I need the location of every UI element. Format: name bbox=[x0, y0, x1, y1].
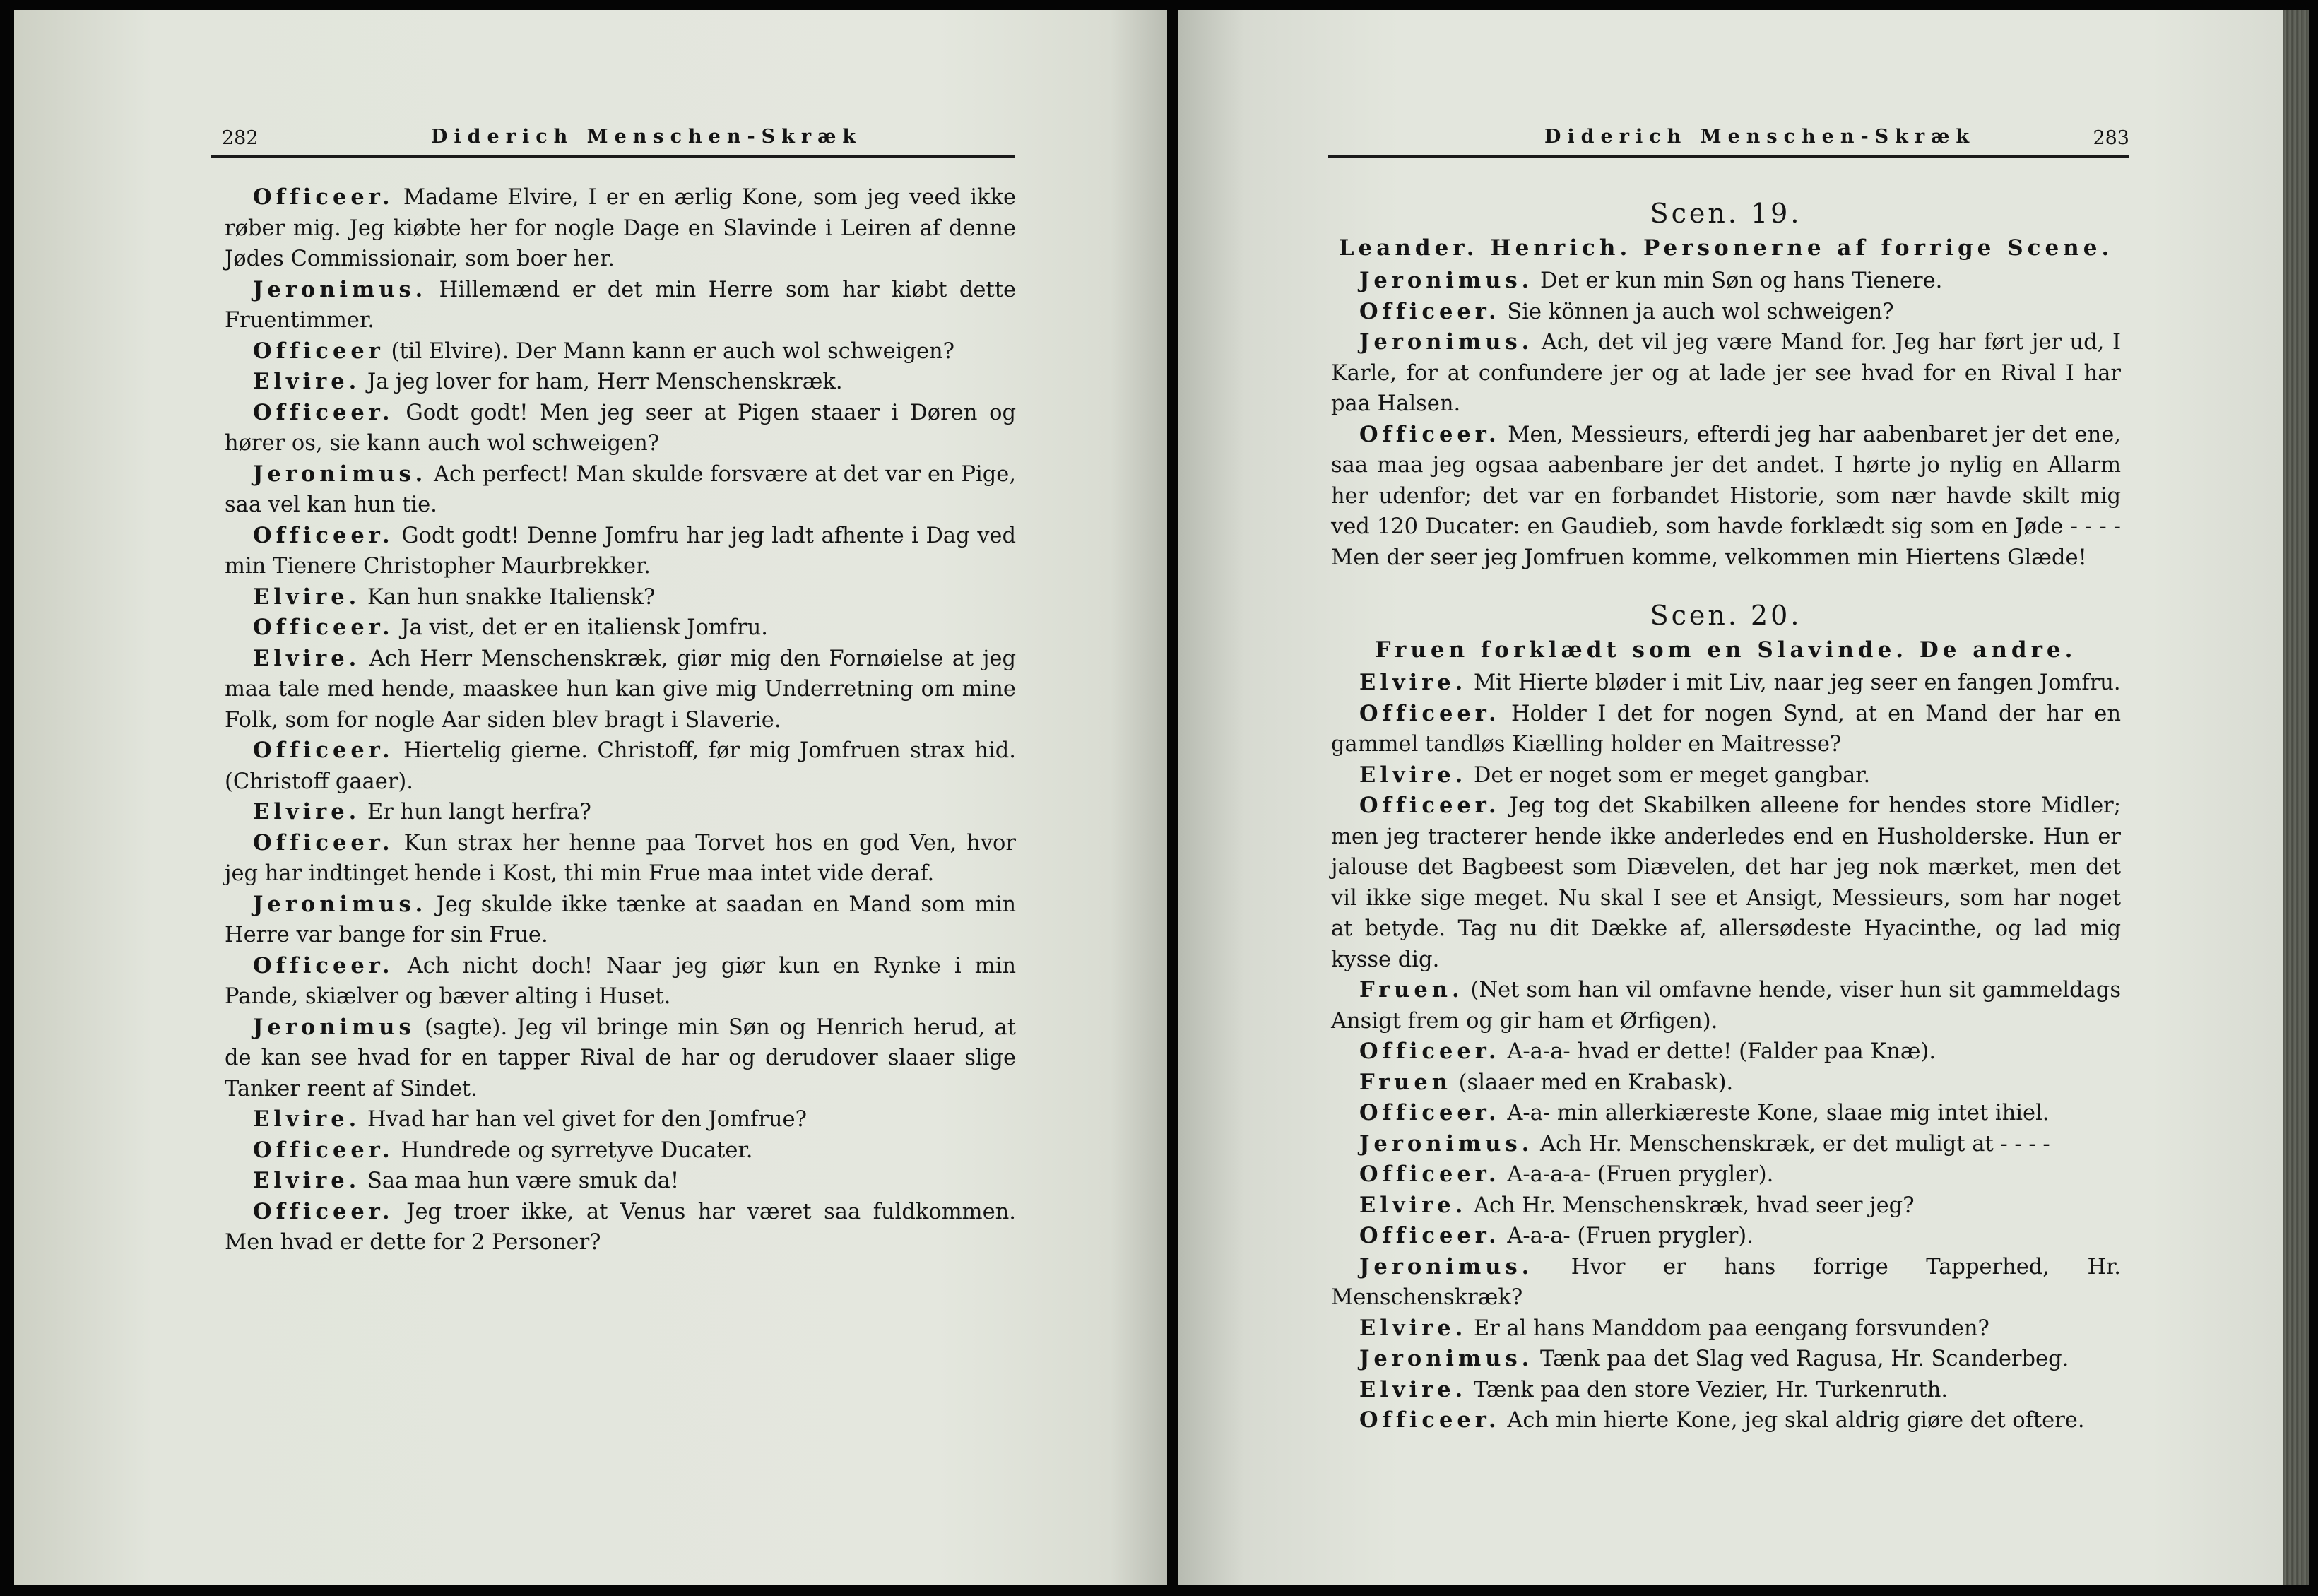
dialogue-line bbox=[1331, 266, 2121, 297]
scene-cast-list: Fruen forklædt som en Slavinde. De andre. bbox=[1375, 637, 2077, 663]
speaker-name: Officeer. bbox=[253, 615, 394, 640]
dialogue-text: Kan hun snakke Italiensk? bbox=[360, 584, 656, 610]
running-head-title: Diderich Menschen-Skræk bbox=[431, 126, 863, 148]
page-number: 282 bbox=[222, 127, 259, 149]
speaker-name: Elvire. bbox=[253, 369, 361, 394]
dialogue-text: (Net som han vil omfavne hende, viser hun sit gammeldags Ansigt frem og gir ham et Ørfigen). bbox=[1331, 978, 2121, 1034]
dialogue-line bbox=[225, 459, 1016, 521]
dialogue-text: Saa maa hun være smuk da! bbox=[360, 1169, 680, 1193]
dialogue-text: Jeg tog det Skabilken alleene for hendes store Midler; men jeg tracterer hende ikke anderledes end en Husholderske. Hun er jalouse det Bagbeest som Diævelen, det har jeg nok mærket, men det vil ikke sige meget. Nu skal I see et Ansigt, Messieurs, som har noget at betyde. Tag nu dit Dække af, allersødeste Hyacinthe, og lad mig kysse dig. bbox=[1331, 793, 2121, 972]
dialogue-line bbox=[225, 613, 1016, 644]
dialogue-text: Jeg troer ikke, at Venus har været saa fuldkommen. Men hvad er dette for 2 Personer? bbox=[225, 1199, 1016, 1255]
speaker-name: Elvire. bbox=[253, 584, 361, 610]
dialogue-text: Men, Messieurs, efterdi jeg har aabenbaret jer det ene, saa maa jeg ogsaa aabenbare jer det andet. I hørte jo nylig en Allarm her udenfor; det var en forbandet Historie, som nær havde skilt mig ved 120 Ducater: en Gaudieb, som havde forklædt sig som en Jøde - - - - Men der seer jeg Jomfruen komme, velkommen min Hiertens Glæde! bbox=[1331, 422, 2121, 570]
speaker-name: Jeronimus. bbox=[1359, 1346, 1534, 1371]
dialogue-line bbox=[1331, 699, 2121, 760]
speaker-name: Elvire. bbox=[1359, 1376, 1467, 1402]
dialogue-line bbox=[1331, 1190, 2121, 1222]
dialogue-line bbox=[1331, 1129, 2121, 1160]
dialogue-text: Er hun langt herfra? bbox=[360, 800, 591, 824]
speaker-name: Officeer. bbox=[1359, 421, 1501, 447]
dialogue-text: Kun strax her henne paa Torvet hos en god Ven, hvor jeg har indtinget hende i Kost, thi min Frue maa intet vide deraf. bbox=[225, 830, 1016, 886]
dialogue-text: Jeg skulde ikke tænke at saadan en Mand som min Herre var bange for sin Frue. bbox=[225, 892, 1016, 947]
dialogue-text: Ach min hierte Kone, jeg skal aldrig giøre det oftere. bbox=[1500, 1408, 2085, 1433]
right-text-block bbox=[1331, 195, 2121, 1436]
speaker-name: Officeer. bbox=[253, 1198, 394, 1224]
dialogue-line bbox=[1331, 668, 2121, 699]
dialogue-line bbox=[1331, 1405, 2121, 1436]
dialogue-text: Er al hans Manddom paa eengang forsvunden? bbox=[1467, 1316, 1989, 1341]
speaker-name: Officeer. bbox=[253, 399, 394, 425]
dialogue-text: A-a-a- (Fruen prygler). bbox=[1500, 1224, 1754, 1248]
speaker-name: Officeer. bbox=[253, 952, 394, 979]
speaker-name: Jeronimus. bbox=[253, 276, 427, 302]
running-head bbox=[211, 123, 1015, 158]
dialogue-line bbox=[1331, 420, 2121, 574]
speaker-name: Officeer bbox=[253, 338, 384, 364]
speaker-name: Fruen bbox=[1359, 1069, 1452, 1095]
dialogue-text: Hiertelig gierne. Christoff, før mig Jomfruen strax hid. (Christoff gaaer). bbox=[225, 738, 1016, 794]
dialogue-line bbox=[225, 644, 1016, 736]
speaker-name: Officeer. bbox=[253, 829, 394, 856]
dialogue-text: Holder I det for nogen Synd, at en Mand der har en gammel tandløs Kiælling holder en Maitresse? bbox=[1331, 701, 2121, 757]
dialogue-line bbox=[1331, 1344, 2121, 1375]
dialogue-text: Hillemænd er det min Herre som har kiøbt dette Fruentimmer. bbox=[225, 277, 1016, 333]
dialogue-text: Tænk paa det Slag ved Ragusa, Hr. Scanderbeg. bbox=[1533, 1347, 2069, 1371]
dialogue-line bbox=[225, 1012, 1016, 1105]
scene-20-dialogue bbox=[1331, 668, 2121, 1436]
dialogue-text: Ja vist, det er en italiensk Jomfru. bbox=[394, 615, 768, 640]
speaker-name: Officeer. bbox=[1359, 1407, 1501, 1433]
dialogue-text: Godt godt! Denne Jomfru har jeg ladt afhente i Dag ved min Tienere Christopher Maurbrekker. bbox=[225, 523, 1016, 579]
dialogue-text: Mit Hierte bløder i mit Liv, naar jeg seer en fangen Jomfru. bbox=[1467, 670, 2121, 695]
speaker-name: Elvire. bbox=[253, 645, 361, 671]
speaker-name: Officeer. bbox=[1359, 1100, 1501, 1125]
speaker-name: Elvire. bbox=[1359, 670, 1467, 695]
dialogue-line bbox=[1331, 1313, 2121, 1344]
dialogue-text: Hvad har han vel givet for den Jomfrue? bbox=[360, 1107, 807, 1132]
dialogue-line bbox=[225, 1197, 1016, 1258]
dialogue-line bbox=[1331, 1036, 2121, 1068]
dialogue-line bbox=[225, 1104, 1016, 1135]
dialogue-line bbox=[1331, 791, 2121, 975]
speaker-name: Elvire. bbox=[253, 799, 361, 824]
scene-19-dialogue bbox=[1331, 266, 2121, 573]
dialogue-text: Det er noget som er meget gangbar. bbox=[1467, 762, 1871, 788]
dialogue-text: Ach Hr. Menschenskræk, er det muligt at - - - - bbox=[1533, 1131, 2050, 1157]
dialogue-line bbox=[225, 797, 1016, 828]
running-head bbox=[1328, 123, 2129, 158]
dialogue-line bbox=[1331, 1068, 2121, 1099]
dialogue-text: Ach perfect! Man skulde forsvære at det var en Pige, saa vel kan hun tie. bbox=[225, 461, 1016, 517]
dialogue-text: (slaaer med en Krabask). bbox=[1451, 1070, 1734, 1095]
speaker-name: Elvire. bbox=[1359, 762, 1467, 788]
dialogue-line bbox=[1331, 1159, 2121, 1190]
speaker-name: Jeronimus bbox=[253, 1014, 415, 1040]
speaker-name: Jeronimus. bbox=[1359, 1253, 1534, 1279]
book-page-edges bbox=[2283, 10, 2309, 1585]
scene-heading: Scen. 20. bbox=[1650, 600, 1802, 631]
speaker-name: Jeronimus. bbox=[1359, 1130, 1534, 1157]
dialogue-line bbox=[225, 275, 1016, 336]
dialogue-text: A-a-a- hvad er dette! (Falder paa Knæ). bbox=[1500, 1039, 1936, 1064]
dialogue-line bbox=[225, 889, 1016, 951]
dialogue-text: Ach Hr. Menschenskræk, hvad seer jeg? bbox=[1467, 1193, 1915, 1218]
speaker-name: Officeer. bbox=[253, 522, 394, 548]
speaker-name: Officeer. bbox=[253, 1137, 394, 1163]
dialogue-line bbox=[1331, 297, 2121, 328]
right-page bbox=[1178, 10, 2283, 1585]
dialogue-text: Ja jeg lover for ham, Herr Menschenskræk. bbox=[360, 370, 843, 394]
dialogue-line bbox=[225, 1166, 1016, 1197]
dialogue-text: Madame Elvire, I er en ærlig Kone, som jeg veed ikke røber mig. Jeg kiøbte her for nogle Dage en Slavinde i Leiren af denne Jødes Commissionair, som boer her. bbox=[225, 185, 1016, 271]
running-head-title: Diderich Menschen-Skræk bbox=[1544, 126, 1976, 148]
dialogue-line bbox=[225, 336, 1016, 367]
dialogue-line bbox=[1331, 327, 2121, 420]
speaker-name: Jeronimus. bbox=[253, 461, 427, 487]
dialogue-line bbox=[1331, 1252, 2121, 1313]
speaker-name: Elvire. bbox=[1359, 1192, 1467, 1218]
speaker-name: Officeer. bbox=[253, 184, 394, 210]
dialogue-text: Godt godt! Men jeg seer at Pigen staaer i Døren og hører os, sie kann auch wol schweigen? bbox=[225, 400, 1016, 456]
speaker-name: Officeer. bbox=[253, 738, 394, 763]
dialogue-line bbox=[225, 398, 1016, 459]
speaker-name: Officeer. bbox=[1359, 1039, 1501, 1064]
left-page bbox=[14, 10, 1167, 1585]
dialogue-line bbox=[1331, 1098, 2121, 1129]
speaker-name: Officeer. bbox=[1359, 793, 1501, 818]
dialogue-line bbox=[225, 951, 1016, 1012]
dialogue-text: Det er kun min Søn og hans Tienere. bbox=[1533, 268, 1943, 293]
dialogue-text: Hvor er hans forrige Tapperhed, Hr. Menschenskræk? bbox=[1331, 1254, 2121, 1310]
dialogue-line bbox=[225, 521, 1016, 582]
speaker-name: Elvire. bbox=[253, 1168, 361, 1193]
dialogue-text: Tænk paa den store Vezier, Hr. Turkenruth. bbox=[1467, 1377, 1949, 1402]
speaker-name: Jeronimus. bbox=[253, 891, 427, 917]
dialogue-line bbox=[1331, 1375, 2121, 1406]
dialogue-line bbox=[1331, 975, 2121, 1036]
speaker-name: Officeer. bbox=[1359, 1223, 1501, 1248]
speaker-name: Fruen. bbox=[1359, 977, 1464, 1003]
dialogue-text: (sagte). Jeg vil bringe min Søn og Henrich herud, at de kan see hvad for en tapper Rival de har og derudover slaaer slige Tanker reent af Sindet. bbox=[225, 1015, 1016, 1101]
speaker-name: Jeronimus. bbox=[1359, 329, 1534, 355]
speaker-name: Jeronimus. bbox=[1359, 268, 1534, 293]
speaker-name: Officeer. bbox=[1359, 298, 1501, 324]
page-number: 283 bbox=[2093, 127, 2129, 149]
dialogue-line bbox=[225, 182, 1016, 275]
dialogue-line bbox=[225, 582, 1016, 613]
dialogue-text: (til Elvire). Der Mann kann er auch wol schweigen? bbox=[384, 338, 955, 364]
dialogue-line bbox=[1331, 1221, 2121, 1252]
dialogue-text: Ach Herr Menschenskræk, giør mig den Fornøielse at jeg maa tale med hende, maaskee hun kan give mig Underretning om mine Folk, som for nogle Aar siden blev bragt i Slaverie. bbox=[225, 646, 1016, 733]
dialogue-text: A-a-a-a- (Fruen prygler). bbox=[1500, 1162, 1774, 1187]
dialogue-text: Sie können ja auch wol schweigen? bbox=[1500, 299, 1894, 324]
left-text-block bbox=[225, 182, 1016, 1258]
speaker-name: Officeer. bbox=[1359, 700, 1501, 726]
dialogue-text: Hundrede og syrretyve Ducater. bbox=[394, 1137, 753, 1163]
dialogue-line bbox=[225, 735, 1016, 797]
speaker-name: Officeer. bbox=[1359, 1161, 1501, 1187]
scene-heading: Scen. 19. bbox=[1650, 198, 1802, 229]
speaker-name: Elvire. bbox=[1359, 1315, 1467, 1341]
dialogue-line bbox=[225, 367, 1016, 398]
dialogue-line bbox=[225, 828, 1016, 889]
dialogue-text: A-a- min allerkiæreste Kone, slaae mig intet ihiel. bbox=[1500, 1101, 2050, 1125]
dialogue-line bbox=[1331, 760, 2121, 791]
dialogue-text: Ach nicht doch! Naar jeg giør kun en Rynke i min Pande, skiælver og bæver alting i Huset. bbox=[225, 953, 1016, 1009]
scene-cast-list: Leander. Henrich. Personerne af forrige Scene. bbox=[1338, 235, 2114, 261]
dialogue-line bbox=[225, 1135, 1016, 1166]
dialogue-text: Ach, det vil jeg være Mand for. Jeg har ført jer ud, I Karle, for at confundere jer og at lade jer see hvad for en Rival I har paa Halsen. bbox=[1331, 330, 2121, 416]
speaker-name: Elvire. bbox=[253, 1106, 361, 1132]
